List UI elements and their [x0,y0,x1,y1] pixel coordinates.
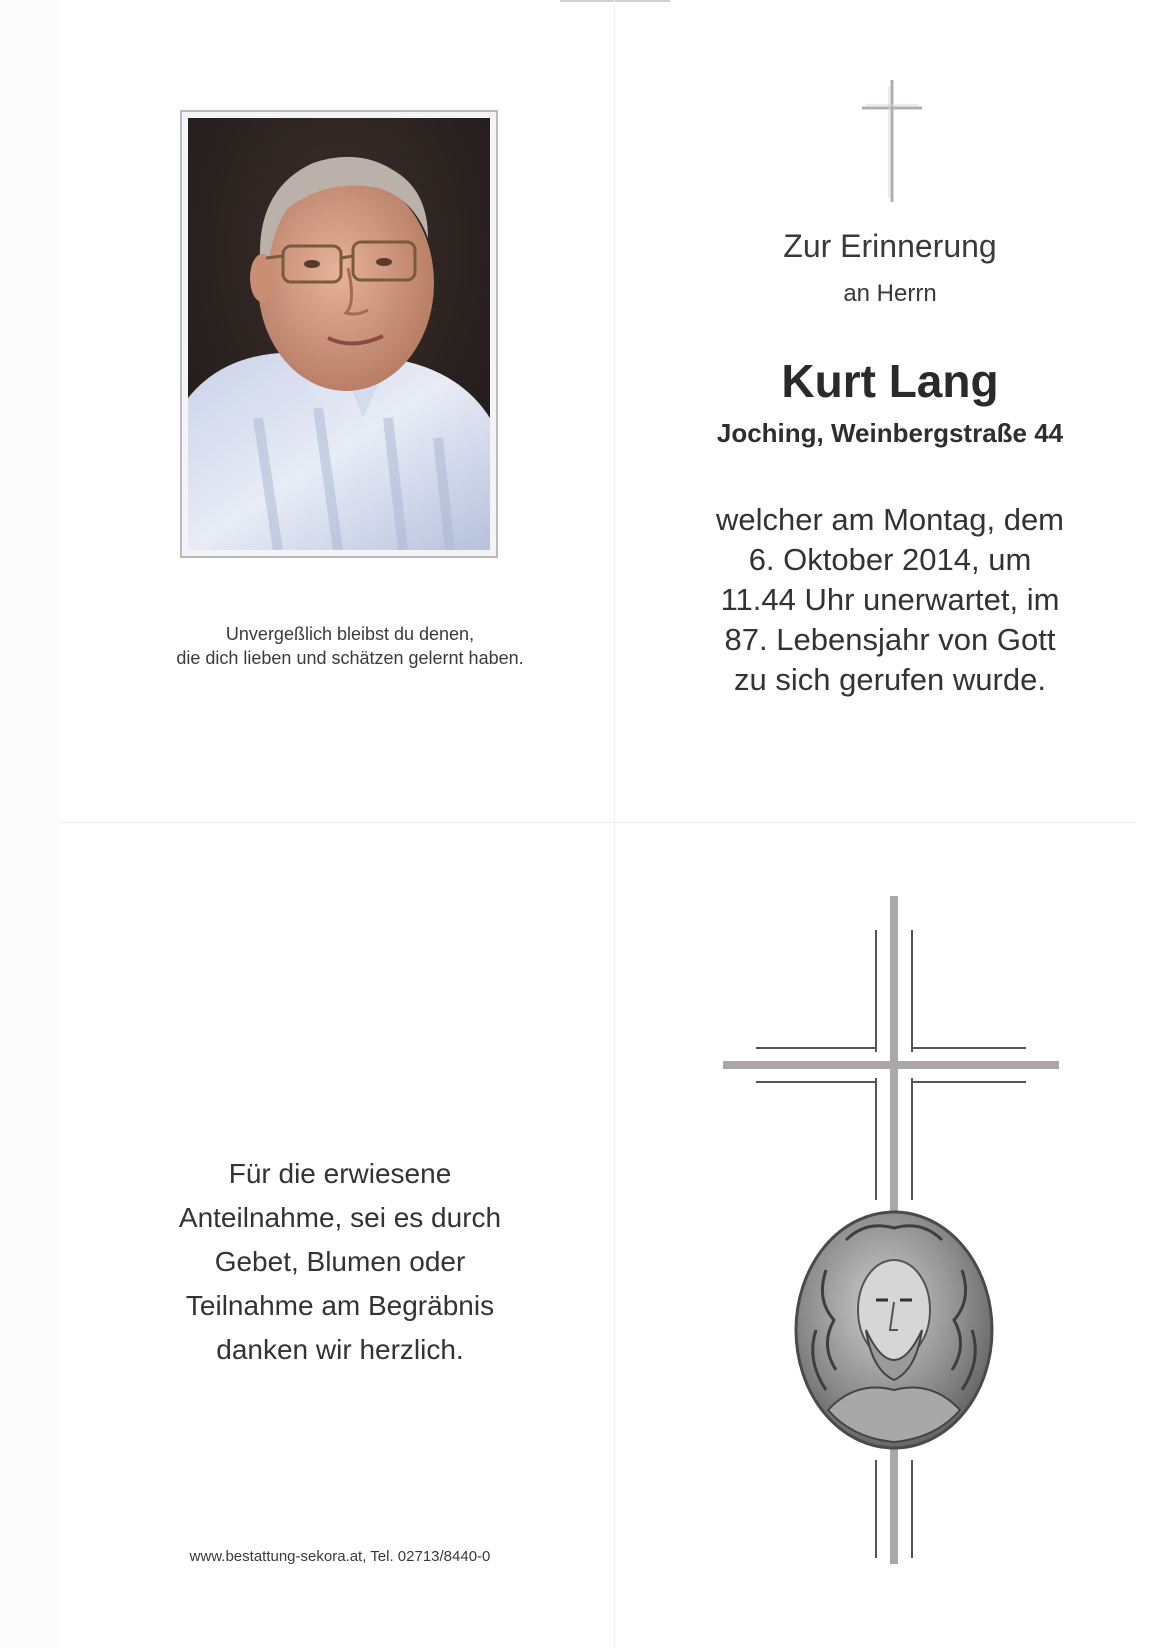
caption-line: Unvergeßlich bleibst du denen, [225,624,475,644]
remembrance-heading: Zur Erinnerung [783,228,997,264]
caption-line: die dich lieben und schätzen gelernt haben. [176,648,524,668]
thanks-line: Anteilnahme, sei es durch [178,1202,502,1233]
announcement-line: zu sich gerufen wurde. [734,662,1046,697]
thanks-line: danken wir herzlich. [216,1334,464,1365]
scan-margin [0,0,60,1648]
cross-with-medallion-icon [716,890,1066,1575]
deceased-address: Joching, Weinbergstraße 44 [716,418,1064,448]
funeral-home-contact: www.bestattung-sekora.at, Tel. 02713/8440-0 [189,1548,491,1565]
horizontal-fold [60,822,1136,823]
portrait-photo [188,118,490,550]
scan-artifact-line [560,0,670,2]
thanks-line: Teilnahme am Begräbnis [185,1290,495,1321]
cross-icon [860,80,924,207]
vertical-fold [614,0,615,1648]
announcement-line: welcher am Montag, dem [715,502,1065,537]
thanks-line: Gebet, Blumen oder [214,1246,466,1277]
photo-caption [120,622,580,670]
deceased-name: Kurt Lang [781,355,999,407]
thanks-line: Für die erwiesene [228,1158,452,1189]
announcement-line: 6. Oktober 2014, um [748,542,1032,577]
honorific: an Herrn [843,280,937,307]
announcement-line: 11.44 Uhr unerwartet, im [720,582,1060,617]
death-announcement [660,500,1120,700]
portrait-frame [180,110,498,558]
thanks-text [110,1152,570,1372]
announcement-line: 87. Lebensjahr von Gott [724,622,1056,657]
